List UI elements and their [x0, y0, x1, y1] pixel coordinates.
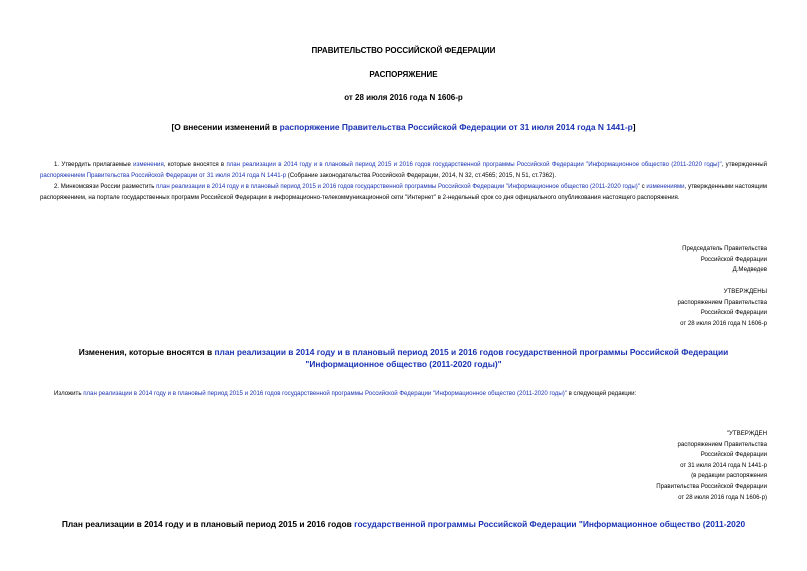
changes-section-title	[40, 347, 767, 370]
plan-title-program-link[interactable]: государственной программы Российской Федерации "Информационное общество (2011-2020	[354, 519, 746, 529]
approval2-line-7: от 28 июля 2016 года N 1606-р)	[678, 493, 767, 501]
para1-text-4: (Собрание законодательства Российской Федерации, 2014, N 32, ст.4565; 2015, N 51, ст.7362).	[286, 171, 557, 179]
izlozhit-plan-link[interactable]: план реализации в 2014 году и в плановый период 2015 и 2016 годов государственной программы Российской Федерации "Информационное общество (2011-2020 годы)"	[83, 390, 567, 397]
para2-text-2: с	[639, 183, 647, 190]
signature-position: Председатель Правительства	[682, 245, 767, 252]
para2-text-1: 2. Минкомсвязи России разместить	[54, 183, 157, 190]
approval1-line-1: УТВЕРЖДЕНЫ	[723, 288, 767, 295]
approval2-line-4: от 31 июля 2014 года N 1441-р	[680, 461, 767, 469]
approval1-line-3: Российской Федерации	[700, 309, 767, 317]
signature-name: Д.Медведев	[732, 266, 767, 274]
document-date-number: от 28 июля 2016 года N 1606-р	[344, 93, 463, 102]
plan-title-text: План реализации в 2014 году и в плановый период 2015 и 2016 годов	[61, 519, 355, 529]
paragraph-1	[40, 160, 767, 181]
changes-title-text: Изменения, которые вносятся в	[78, 347, 215, 357]
subject-close-text: ]	[632, 122, 636, 132]
para1-text-1: 1. Утвердить прилагаемые	[54, 161, 134, 168]
approval2-line-1: "УТВЕРЖДЕН	[726, 430, 767, 437]
izlozhit-paragraph	[54, 390, 636, 397]
approval-block-1	[678, 287, 767, 329]
link-changes[interactable]: изменения	[133, 161, 164, 168]
para1-text-2: , которые вносятся в	[163, 161, 227, 168]
document-subject	[0, 122, 807, 132]
link-implementation-plan-2[interactable]: план реализации в 2014 году и в плановый период 2015 и 2016 годов государственной программы Российской Федерации "Информационное общество (2011-2020 годы)"	[156, 183, 640, 190]
para2-text-3: , утвержденными настоящим распоряжением, на портале государственных программ Российской Федерации в информационно-телекоммуникационной сети "Интернет" в 2-недельный срок со дня официального опубликования настоящего распоряжения.	[40, 183, 767, 201]
government-heading: ПРАВИТЕЛЬСТВО РОССИЙСКОЙ ФЕДЕРАЦИИ	[311, 46, 496, 55]
signature-country: Российской Федерации	[700, 255, 767, 263]
paragraph-2	[40, 182, 767, 203]
approval2-line-5: (в редакции распоряжения	[691, 472, 767, 480]
subject-link-order-1441[interactable]: распоряжение Правительства Российской Федерации от 31 июля 2014 года N 1441-р	[279, 122, 633, 132]
document-type-heading: РАСПОРЯЖЕНИЕ	[369, 70, 438, 79]
approval-block-2	[656, 429, 767, 503]
approval2-line-3: Российской Федерации	[700, 451, 767, 459]
approval2-line-6: Правительства Российской Федерации	[656, 482, 767, 490]
para1-text-3: , утвержденный	[721, 161, 768, 168]
link-changes-2[interactable]: изменениями	[646, 183, 685, 190]
subject-open-text: [О внесении изменений в	[171, 122, 280, 132]
plan-title	[40, 519, 767, 529]
approval2-line-2: распоряжением Правительства	[677, 440, 767, 448]
izlozhit-text-1: Изложить	[54, 390, 84, 397]
izlozhit-text-2: в следующей редакции:	[566, 390, 637, 397]
link-implementation-plan[interactable]: план реализации в 2014 году и в плановый период 2015 и 2016 годов государственной программы Российской Федерации "Информационное общество (2011-2020 годы)"	[226, 161, 722, 168]
approval1-line-4: от 28 июля 2016 года N 1606-р	[680, 319, 767, 327]
changes-title-plan-link[interactable]: план реализации в 2014 году и в плановый период 2015 и 2016 годов государственной программы Российской Федерации "Информационное общество (2011-2020 годы)"	[214, 347, 729, 369]
link-order-1441[interactable]: распоряжением Правительства Российской Федерации от 31 июля 2014 года N 1441-р	[40, 171, 287, 179]
approval1-line-2: распоряжением Правительства	[677, 298, 767, 306]
signature-block	[682, 244, 767, 276]
